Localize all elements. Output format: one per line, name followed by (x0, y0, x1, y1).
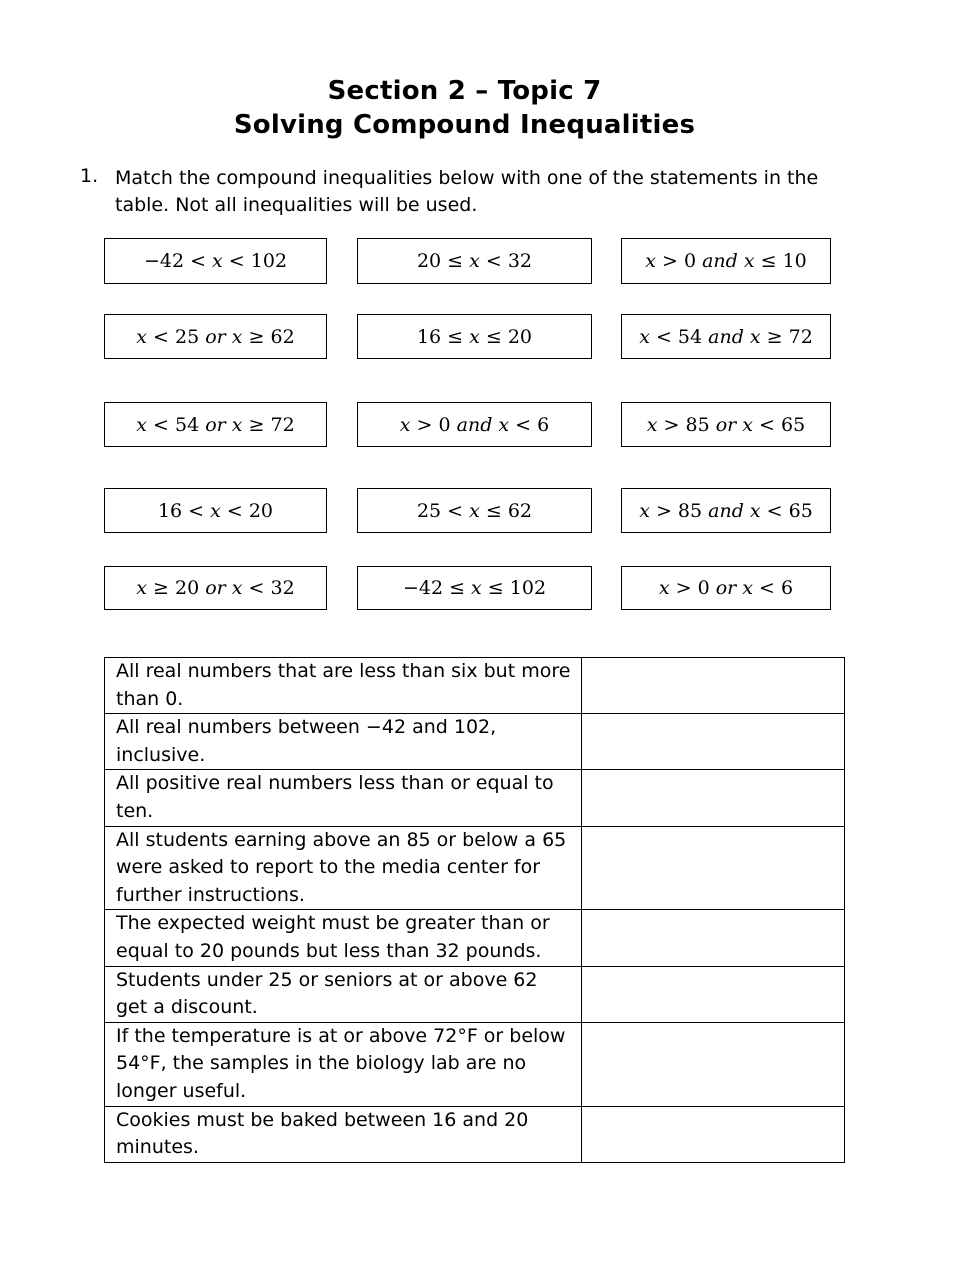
inequality-box[interactable]: 𝑥 < 54 𝑎𝑛𝑑 𝑥 ≥ 72 (621, 314, 831, 359)
table-row (105, 770, 845, 826)
table-row (105, 658, 845, 714)
inequality-box[interactable]: 16 < 𝑥 < 20 (104, 488, 327, 533)
question-number: 1. (80, 165, 99, 187)
answer-cell[interactable] (582, 714, 845, 770)
section-title: Section 2 – Topic 7 (327, 76, 602, 106)
answer-cell[interactable] (582, 770, 845, 826)
answer-cell[interactable] (582, 966, 845, 1022)
inequality-box[interactable]: 𝑥 < 25 𝑜𝑟 𝑥 ≥ 62 (104, 314, 327, 359)
table-row (105, 714, 845, 770)
statement-cell: All real numbers between −42 and 102, inclusive. (105, 714, 582, 770)
statement-cell: All real numbers that are less than six but more than 0. (105, 658, 582, 714)
inequality-box[interactable]: 𝑥 ≥ 20 𝑜𝑟 𝑥 < 32 (104, 566, 327, 610)
table-row (105, 966, 845, 1022)
statement-cell: Cookies must be baked between 16 and 20 minutes. (105, 1106, 582, 1162)
table-row (105, 826, 845, 910)
inequality-box[interactable]: 𝑥 > 0 𝑎𝑛𝑑 𝑥 ≤ 10 (621, 238, 831, 284)
matching-table (104, 657, 845, 1163)
inequality-box[interactable]: −42 ≤ 𝑥 ≤ 102 (357, 566, 592, 610)
inequality-box[interactable]: −42 < 𝑥 < 102 (104, 238, 327, 284)
inequality-box[interactable]: 𝑥 > 85 𝑎𝑛𝑑 𝑥 < 65 (621, 488, 831, 533)
inequality-box[interactable]: 𝑥 > 85 𝑜𝑟 𝑥 < 65 (621, 402, 831, 447)
table-row (105, 910, 845, 966)
question-text: Match the compound inequalities below with one of the statements in the table. Not all inequalities will be used. (115, 167, 819, 216)
statement-cell: All positive real numbers less than or equal to ten. (105, 770, 582, 826)
inequality-box[interactable]: 𝑥 > 0 𝑜𝑟 𝑥 < 6 (621, 566, 831, 610)
statement-cell: Students under 25 or seniors at or above 62 get a discount. (105, 966, 582, 1022)
inequality-box[interactable]: 𝑥 > 0 𝑎𝑛𝑑 𝑥 < 6 (357, 402, 592, 447)
inequality-box[interactable]: 20 ≤ 𝑥 < 32 (357, 238, 592, 284)
inequality-box[interactable]: 16 ≤ 𝑥 ≤ 20 (357, 314, 592, 359)
inequality-box[interactable]: 𝑥 < 54 𝑜𝑟 𝑥 ≥ 72 (104, 402, 327, 447)
statement-cell: If the temperature is at or above 72°F or below 54°F, the samples in the biology lab are no longer useful. (105, 1022, 582, 1106)
answer-cell[interactable] (582, 1022, 845, 1106)
inequality-box[interactable]: 25 < 𝑥 ≤ 62 (357, 488, 592, 533)
answer-cell[interactable] (582, 658, 845, 714)
statement-cell: The expected weight must be greater than or equal to 20 pounds but less than 32 pounds. (105, 910, 582, 966)
topic-title: Solving Compound Inequalities (233, 110, 696, 140)
table-row (105, 1106, 845, 1162)
answer-cell[interactable] (582, 826, 845, 910)
statement-cell: All students earning above an 85 or below a 65 were asked to report to the media center for further instructions. (105, 826, 582, 910)
table-row (105, 1022, 845, 1106)
answer-cell[interactable] (582, 1106, 845, 1162)
answer-cell[interactable] (582, 910, 845, 966)
